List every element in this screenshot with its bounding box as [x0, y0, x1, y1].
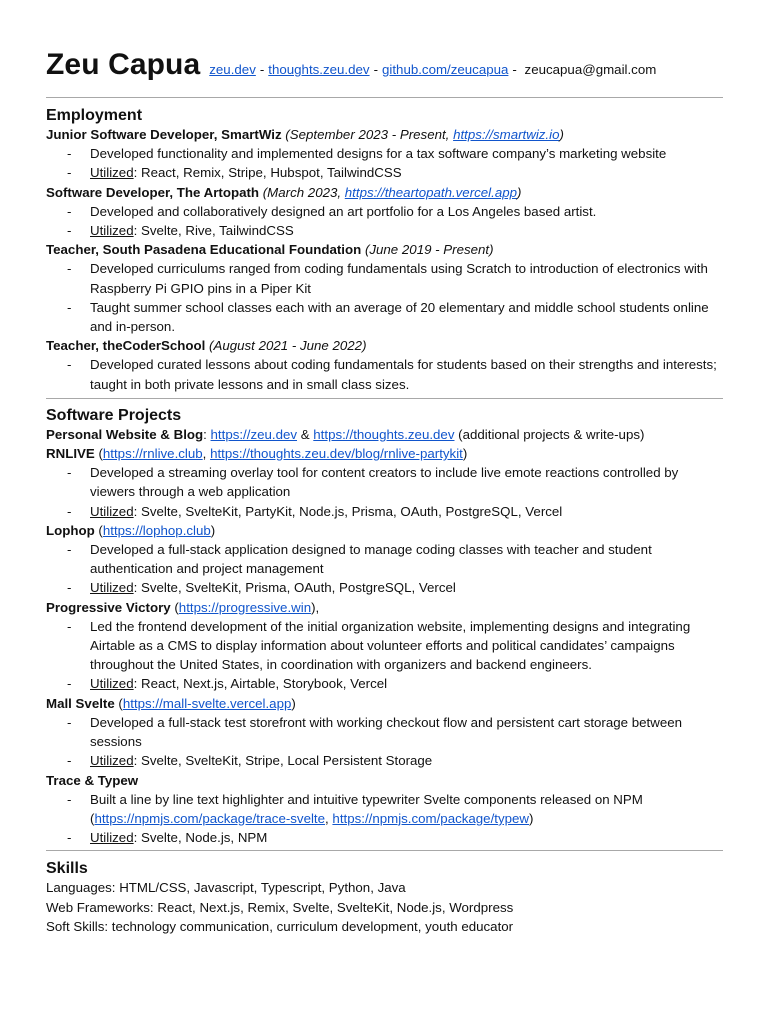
skills-line: Soft Skills: technology communication, curriculum development, youth educator [46, 918, 514, 934]
project-bullets [46, 463, 723, 521]
project-link[interactable]: https://lophop.club [102, 522, 211, 538]
project-link[interactable]: https://zeu.dev [210, 426, 298, 442]
job-entry-header: Junior Software Developer, SmartWiz (September 2023 - Present, https://smartwiz.io) [46, 127, 564, 142]
project-title: Mall Svelte [46, 695, 115, 711]
github-link[interactable]: github.com/zeucapua [382, 62, 509, 77]
blog-link[interactable]: thoughts.zeu.dev [268, 62, 370, 77]
job-link[interactable]: https://smartwiz.io [453, 127, 560, 142]
project-header: Personal Website & Blog: https://zeu.dev & https://thoughts.zeu.dev (additional projects & write-ups) [46, 426, 645, 442]
divider [46, 398, 723, 399]
job-bullets [46, 355, 723, 393]
project-title: Lophop [46, 522, 95, 538]
divider [46, 97, 723, 98]
list-item: - Utilized: Svelte, Node.js, NPM [67, 830, 268, 846]
job-entry-header [46, 336, 723, 355]
project-header: Progressive Victory (https://progressive.win), [46, 599, 320, 615]
job-entry-header [46, 240, 723, 259]
project-link[interactable]: https://npmjs.com/package/trace-svelte [94, 810, 326, 826]
list-item: - Utilized: React, Remix, Stripe, Hubspot, TailwindCSS [67, 165, 402, 181]
list-item: - Led the frontend development of the initial organization website, implementing designs and integrating Airtable as a CMS to display information about volunteer efforts and political candidates’ campaigns throughout the United States, in coordination with organizers and backend engineers. [67, 618, 691, 673]
email-text: zeucapua@gmail.com [524, 62, 657, 77]
project-title: Trace & Typew [46, 772, 139, 788]
project-bullets [46, 790, 723, 848]
project-header [46, 771, 723, 790]
skills-line: Languages: HTML/CSS, Javascript, Typescript, Python, Java [46, 880, 406, 896]
list-item: - Developed and collaboratively designed an art portfolio for a Los Angeles based artist. [67, 203, 597, 219]
job-title: Teacher, South Pasadena Educational Foundation [46, 242, 362, 258]
list-item: - Developed a full-stack application designed to manage coding classes with teacher and student authentication and project management [67, 542, 652, 577]
skills-line: Web Frameworks: React, Next.js, Remix, Svelte, SvelteKit, Node.js, Wordpress [46, 899, 514, 915]
project-link[interactable]: https://progressive.win [178, 599, 312, 615]
project-bullets [46, 617, 723, 694]
project-link[interactable]: https://rnlive.club [102, 446, 203, 462]
project-header: Mall Svelte (https://mall-svelte.vercel.app) [46, 695, 296, 711]
project-link[interactable]: https://mall-svelte.vercel.app [122, 695, 292, 711]
project-title: Progressive Victory [46, 599, 171, 615]
job-bullets [46, 259, 723, 336]
list-item: - Taught summer school classes each with an average of 20 elementary and middle school students online and in-person. [67, 299, 709, 335]
project-link[interactable]: https://thoughts.zeu.dev/blog/rnlive-partykit [210, 446, 463, 462]
list-item: - Developed a full-stack test storefront with working checkout flow and persistent cart storage between sessions [67, 714, 683, 750]
job-title: Teacher, theCoderSchool [46, 338, 206, 354]
list-item: - Developed functionality and implemented designs for a tax software company’s marketing website [67, 146, 667, 162]
project-header: RNLIVE (https://rnlive.club, https://thoughts.zeu.dev/blog/rnlive-partykit) [46, 446, 468, 462]
job-bullets [46, 144, 723, 182]
list-item: - Developed curriculums ranged from coding fundamentals using Scratch to introduction of electronics with Raspberry Pi GPIO pins in a Piper Kit [67, 261, 708, 296]
job-dates: (August 2021 - June 2022) [205, 338, 367, 354]
job-entry-header: Software Developer, The Artopath (March 2023, https://theartopath.vercel.app) [46, 184, 522, 200]
skills-section [46, 859, 723, 936]
list-item: - Utilized: Svelte, SvelteKit, PartyKit, Node.js, Prisma, OAuth, PostgreSQL, Vercel [67, 503, 563, 519]
project-bullets [46, 713, 723, 771]
job-dates: (September 2023 - Present, [281, 127, 454, 142]
job-dates: (March 2023, [259, 184, 345, 200]
divider [46, 850, 723, 851]
project-title: RNLIVE [46, 446, 95, 462]
projects-section [46, 406, 723, 847]
person-name: Zeu Capua [46, 48, 201, 81]
resume-header [46, 48, 723, 82]
job-title: Software Developer, The Artopath [46, 184, 260, 200]
section-title-projects: Software Projects [46, 406, 182, 424]
job-dates: (June 2019 - Present) [361, 242, 494, 258]
contact-links: zeu.dev - thoughts.zeu.dev - github.com/zeucapua - zeucapua@gmail.com [209, 62, 657, 77]
job-title: Junior Software Developer, SmartWiz [46, 127, 282, 142]
list-item: - Built a line by line text highlighter and intuitive typewriter Svelte components released on NPM (https://npmjs.com/package/trace-svelte, https://npmjs.com/package/typew) [67, 791, 643, 826]
section-title-skills: Skills [46, 860, 88, 878]
list-item: - Utilized: React, Next.js, Airtable, Storybook, Vercel [67, 676, 388, 692]
list-item: - Utilized: Svelte, SvelteKit, Prisma, OAuth, PostgreSQL, Vercel [67, 580, 456, 596]
job-bullets [46, 202, 723, 240]
project-title: Personal Website & Blog [46, 426, 204, 442]
list-item: - Developed a streaming overlay tool for content creators to include live emote reactions controlled by viewers through a web application [67, 465, 679, 500]
employment-section [46, 106, 723, 394]
project-header: Lophop (https://lophop.club) [46, 522, 216, 538]
project-bullets [46, 540, 723, 598]
website-link[interactable]: zeu.dev [209, 62, 256, 77]
section-title-employment: Employment [46, 107, 143, 124]
list-item: - Utilized: Svelte, SvelteKit, Stripe, Local Persistent Storage [67, 753, 433, 769]
project-link[interactable]: https://thoughts.zeu.dev [313, 426, 455, 442]
list-item: - Utilized: Svelte, Rive, TailwindCSS [67, 223, 294, 239]
list-item: - Developed curated lessons about coding fundamentals for students based on their strengths and interests; taught in both private lessons and in small class sizes. [67, 357, 717, 392]
job-link[interactable]: https://theartopath.vercel.app [344, 184, 518, 200]
project-link[interactable]: https://npmjs.com/package/typew [332, 810, 530, 826]
